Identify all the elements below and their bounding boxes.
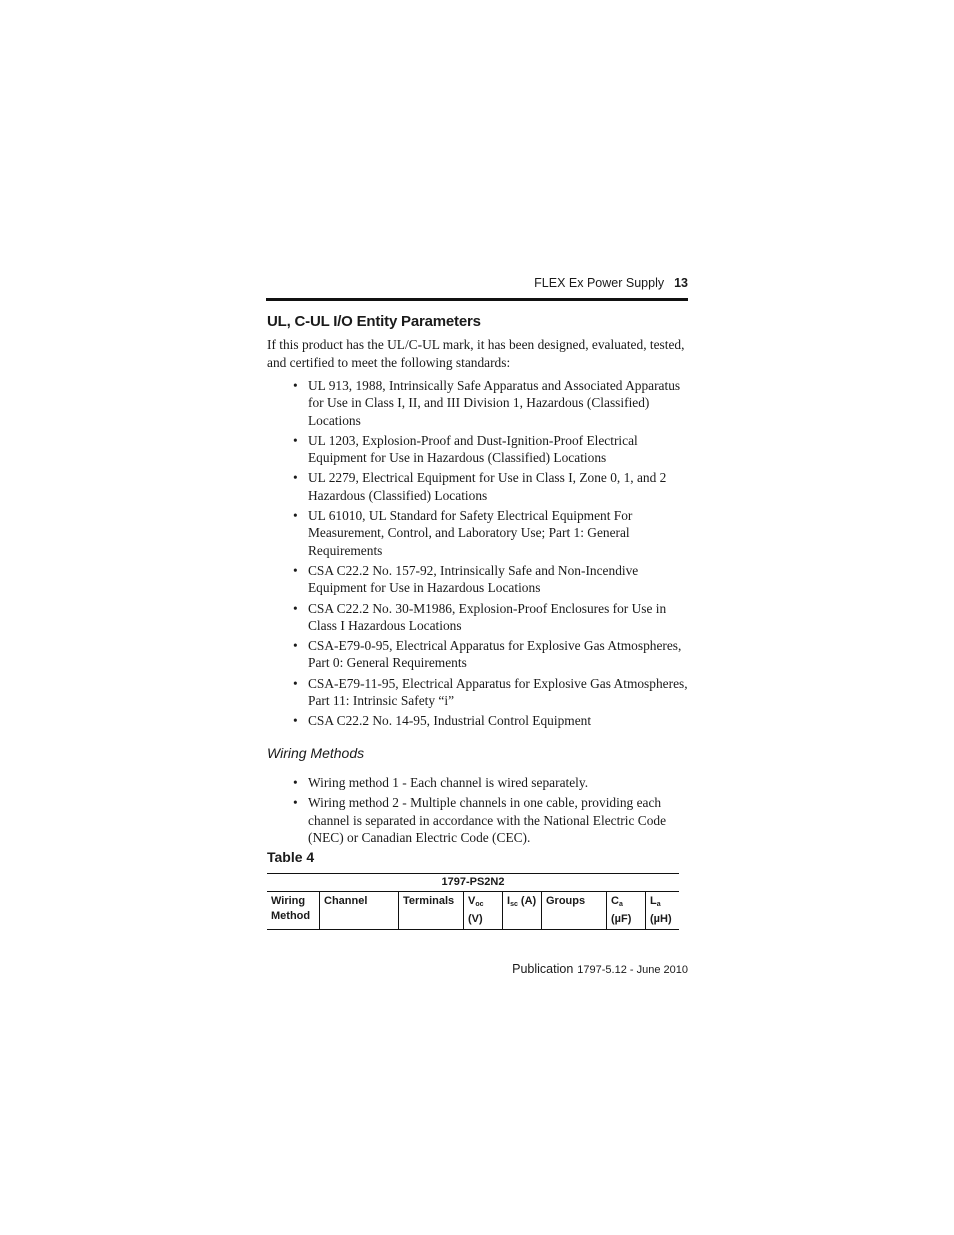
standard-item: • CSA C22.2 No. 14-95, Industrial Control Equipment: [293, 712, 688, 729]
table-label: Table 4: [267, 849, 315, 865]
standard-item: • CSA C22.2 No. 30-M1986, Explosion-Proof Enclosures for Use in Class I Hazardous Locations: [293, 600, 688, 635]
col-la: $L_a$ (µH): [646, 892, 680, 930]
wiring-methods-list: [293, 774, 688, 849]
publication-footer: [267, 962, 688, 976]
header-rule: [266, 298, 688, 301]
running-header: [267, 276, 688, 294]
wiring-method-item: • Wiring method 1 - Each channel is wired separately.: [293, 774, 688, 791]
publication-label: Publication: [512, 962, 574, 976]
standard-item: • UL 61010, UL Standard for Safety Electrical Equipment For Measurement, Control, and Laboratory Use; Part 1: General Requirements: [293, 507, 688, 559]
standards-list: [293, 377, 688, 733]
intro-paragraph: If this product has the UL/C-UL mark, it has been designed, evaluated, tested, and certified to meet the following standards:: [267, 337, 685, 370]
table-caption: 1797-PS2N2: [267, 874, 679, 892]
standard-item: • UL 1203, Explosion-Proof and Dust-Ignition-Proof Electrical Equipment for Use in Hazardous (Classified) Locations: [293, 432, 688, 467]
section-title: UL, C-UL I/O Entity Parameters: [267, 313, 481, 330]
col-isc: $I_{sc}$ (A): [503, 892, 542, 930]
standard-item: • UL 2279, Electrical Equipment for Use in Class I, Zone 0, 1, and 2 Hazardous (Classified) Locations: [293, 469, 688, 504]
standard-item: • CSA-E79-11-95, Electrical Apparatus for Explosive Gas Atmospheres, Part 11: Intrinsic Safety “i”: [293, 675, 688, 710]
page-number: 13: [674, 276, 688, 290]
standard-item: • CSA C22.2 No. 157-92, Intrinsically Safe and Non-Incendive Equipment for Use in Hazardous Locations: [293, 562, 688, 597]
col-wiring-method: Wiring Method: [267, 892, 320, 930]
publication-number: 1797-5.12 - June 2010: [577, 964, 688, 976]
wiring-methods-heading: Wiring Methods: [267, 745, 365, 761]
running-title: FLEX Ex Power Supply: [534, 276, 665, 290]
col-voc: $V_{oc}$ (V): [464, 892, 503, 930]
standard-item: • UL 913, 1988, Intrinsically Safe Apparatus and Associated Apparatus for Use in Class I, II, and III Division 1, Hazardous (Classified) Locations: [293, 377, 688, 429]
col-ca: $C_a$ (µF): [607, 892, 646, 930]
col-channel: Channel: [320, 892, 399, 930]
col-terminals: Terminals: [399, 892, 464, 930]
entity-parameters-table: [267, 873, 679, 930]
standard-item: • CSA-E79-0-95, Electrical Apparatus for Explosive Gas Atmospheres, Part 0: General Requirements: [293, 637, 688, 672]
wiring-method-item: • Wiring method 2 - Multiple channels in one cable, providing each channel is separated in accordance with the National Electric Code (NEC) or Canadian Electric Code (CEC).: [293, 794, 688, 846]
col-groups: Groups: [542, 892, 607, 930]
